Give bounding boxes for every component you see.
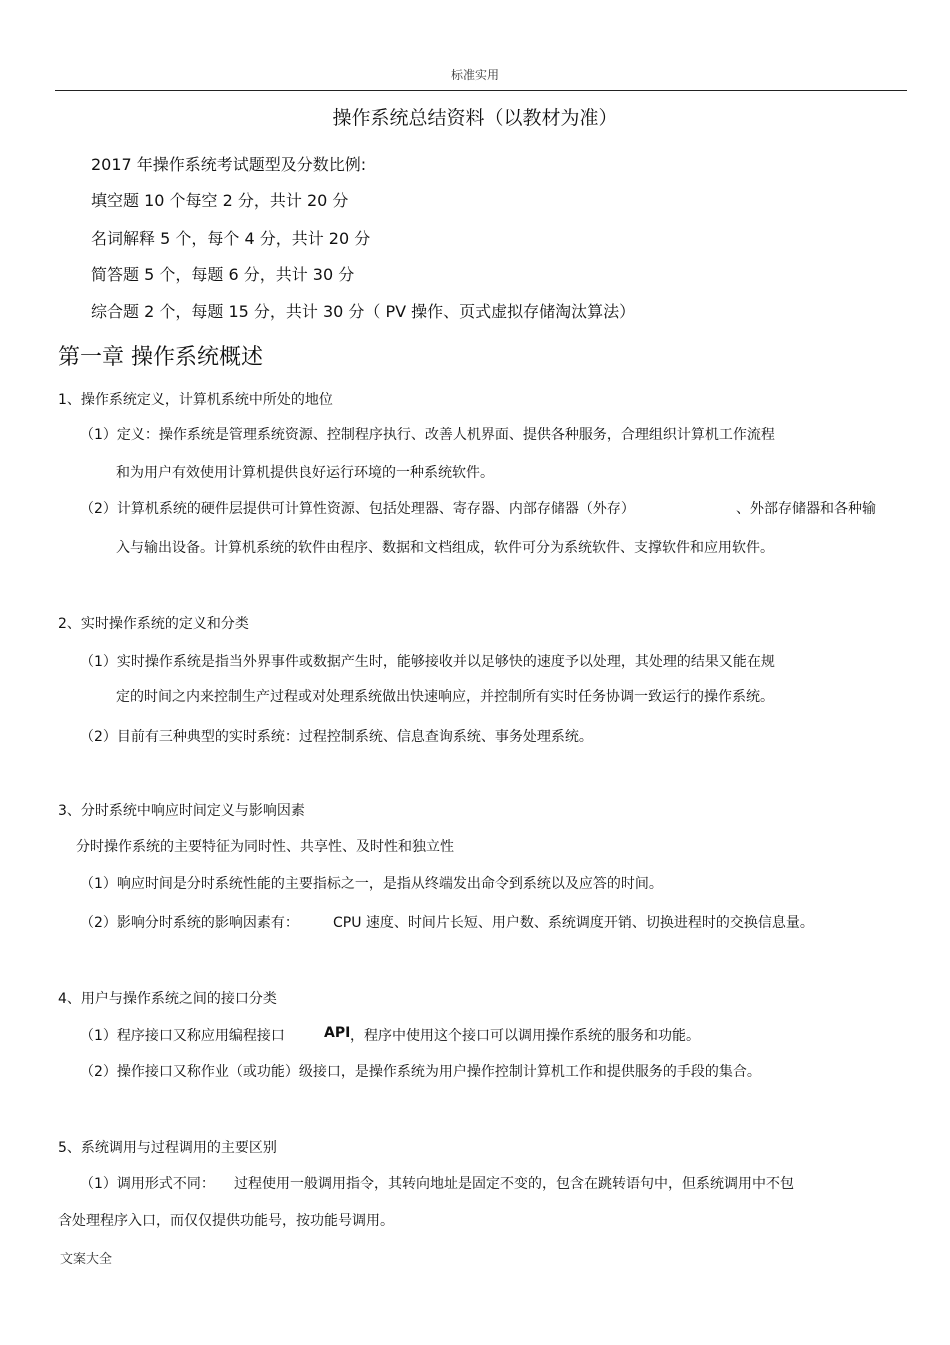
paragraph-continuation: 入与输出设备。计算机系统的软件由程序、数据和文档组成，软件可分为系统软件、支撑软件和应用软件。 xyxy=(116,540,774,556)
chapter-heading: 第一章 操作系统概述 xyxy=(58,345,263,370)
intro-line: 综合题 2 个，每题 15 分，共计 30 分（ PV 操作、页式虚拟存储淘汰算法） xyxy=(91,302,636,321)
paragraph-continuation: 定的时间之内来控制生产过程或对处理系统做出快速响应，并控制所有实时任务协调一致运行的操作系统。 xyxy=(116,689,774,705)
paragraph-continuation: 和为用户有效使用计算机提供良好运行环境的一种系统软件。 xyxy=(116,465,494,481)
page-footer: 文案大全 xyxy=(60,1252,113,1267)
paragraph: （2）目前有三种典型的实时系统：过程控制系统、信息查询系统、事务处理系统。 xyxy=(80,729,593,745)
paragraph: 分时操作系统的主要特征为同时性、共享性、及时性和独立性 xyxy=(76,839,454,855)
section-heading: 1、操作系统定义，计算机系统中所处的地位 xyxy=(58,392,333,408)
document-title: 操作系统总结资料（以教材为准） xyxy=(332,107,618,129)
paragraph-fragment: 、外部存储器和各种输 xyxy=(736,501,876,517)
paragraph-fragment: ，程序中使用这个接口可以调用操作系统的服务和功能。 xyxy=(350,1028,700,1044)
paragraph: （2）影响分时系统的影响因素有： xyxy=(80,915,299,931)
paragraph: （1）实时操作系统是指当外界事件或数据产生时，能够接收并以足够快的速度予以处理，其处理的结果又能在规 xyxy=(80,654,775,670)
paragraph: （1）程序接口又称应用编程接口 xyxy=(80,1028,285,1044)
paragraph: （1）响应时间是分时系统性能的主要指标之一，是指从终端发出命令到系统以及应答的时间。 xyxy=(80,876,663,892)
header-divider xyxy=(55,90,907,91)
section-heading: 2、实时操作系统的定义和分类 xyxy=(58,616,249,632)
intro-line: 填空题 10 个每空 2 分，共计 20 分 xyxy=(91,191,349,210)
paragraph-fragment: CPU 速度、时间片长短、用户数、系统调度开销、切换进程时的交换信息量。 xyxy=(333,915,814,931)
intro-line: 名词解释 5 个，每个 4 分，共计 20 分 xyxy=(91,229,371,248)
paragraph: （1）定义：操作系统是管理系统资源、控制程序执行、改善人机界面、提供各种服务，合理组织计算机工作流程 xyxy=(80,427,775,443)
paragraph: （1）调用形式不同： xyxy=(80,1176,215,1192)
api-term: API xyxy=(324,1025,351,1041)
page-header: 标准实用 xyxy=(450,68,499,82)
intro-line: 2017 年操作系统考试题型及分数比例: xyxy=(91,155,367,174)
paragraph: （2）操作接口又称作业（或功能）级接口，是操作系统为用户操作控制计算机工作和提供服务的手段的集合。 xyxy=(80,1064,761,1080)
paragraph-continuation: 含处理程序入口，而仅仅提供功能号，按功能号调用。 xyxy=(58,1213,394,1229)
section-heading: 5、系统调用与过程调用的主要区别 xyxy=(58,1140,277,1156)
section-heading: 3、分时系统中响应时间定义与影响因素 xyxy=(58,803,305,819)
section-heading: 4、用户与操作系统之间的接口分类 xyxy=(58,991,277,1007)
intro-line: 简答题 5 个，每题 6 分，共计 30 分 xyxy=(91,265,355,284)
paragraph-fragment: 过程使用一般调用指令，其转向地址是固定不变的，包含在跳转语句中，但系统调用中不包 xyxy=(234,1176,794,1192)
paragraph: （2）计算机系统的硬件层提供可计算性资源、包括处理器、寄存器、内部存储器（外存） xyxy=(80,501,635,517)
